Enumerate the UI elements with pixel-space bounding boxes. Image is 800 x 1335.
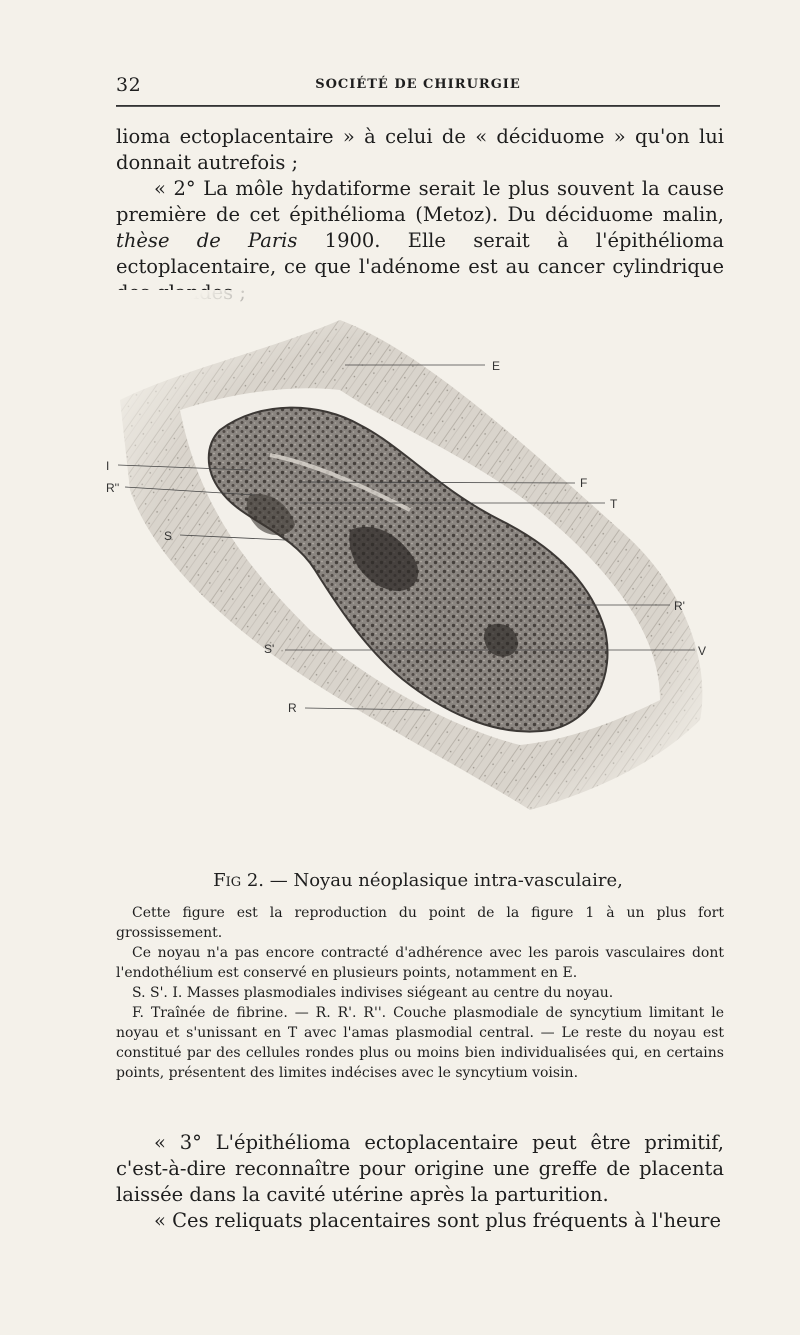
caption-line-4: F. Traînée de fibrine. — R. R'. R''. Couche plasmodiale de syncytium limitant le noyau et s'unissant en T avec l'amas plasmodial central. — Le reste du noyau est constitué par des cellules rondes plus ou moins bien individualisées qui, en certains points, présentent des limites indécises avec le syncytium voisin. <box>116 1005 724 1081</box>
figure-number: Fig 2. <box>213 870 265 891</box>
figure-histology <box>100 290 720 850</box>
histology-illustration <box>100 290 720 850</box>
p2-italic-paris: Paris <box>247 229 298 252</box>
paragraph-placental-remnants: « Ces reliquats placentaires sont plus fréquents à l'heure <box>154 1209 721 1232</box>
label-S-prime: S' <box>264 642 275 656</box>
label-S: S <box>164 529 173 543</box>
page-header <box>116 72 720 100</box>
figure-title: — Noyau néoplasique intra-vasculaire, <box>269 870 623 891</box>
caption-line-3: S. S'. I. Masses plasmodiales indivises siégeant au centre du noyau. <box>132 985 614 1001</box>
p2-text-start: « 2° La môle hydatiforme serait le plus souvent la cause première de cet épithélioma (Metoz). Du déciduome malin, <box>116 177 724 226</box>
running-title: SOCIÉTÉ DE CHIRURGIE <box>315 77 521 92</box>
caption-line-2: Ce noyau n'a pas encore contracté d'adhérence avec les parois vasculaires dont l'endothélium est conservé en plusieurs points, notamment en E. <box>116 945 724 981</box>
bottom-text-block <box>116 1130 724 1234</box>
label-F: F <box>580 476 588 490</box>
label-V: V <box>698 644 707 658</box>
label-T: T <box>610 497 618 511</box>
caption-line-1: Cette figure est la reproduction du point de la figure 1 à un plus fort grossissement. <box>116 905 724 941</box>
label-R-double-prime: R'' <box>106 481 120 495</box>
p2-text-end: 1900. Elle serait à l'épithélioma ectoplacentaire, ce que l'adénome est au cancer cylindrique <box>116 229 724 278</box>
p2-italic-these: thèse de <box>116 229 221 252</box>
page-number: 32 <box>116 74 142 96</box>
label-E: E <box>492 359 501 373</box>
top-text-block <box>116 124 724 306</box>
paragraph-mole-hydatiforme <box>116 176 724 306</box>
figure-caption-title <box>116 870 720 891</box>
figure-caption-body <box>116 903 724 1083</box>
label-R: R <box>288 701 297 715</box>
paragraph-continuation: lioma ectoplacentaire » à celui de « déciduome » qu'on lui donnait autrefois ; <box>116 125 724 174</box>
paragraph-primitive-epithelioma: « 3° L'épithélioma ectoplacentaire peut être primitif, c'est-à-dire reconnaître pour origine une greffe de placenta laissée dans la cavité utérine après la parturition. <box>116 1131 724 1206</box>
header-rule <box>116 105 720 107</box>
label-I: I <box>106 459 110 473</box>
label-R-prime: R' <box>674 599 685 613</box>
